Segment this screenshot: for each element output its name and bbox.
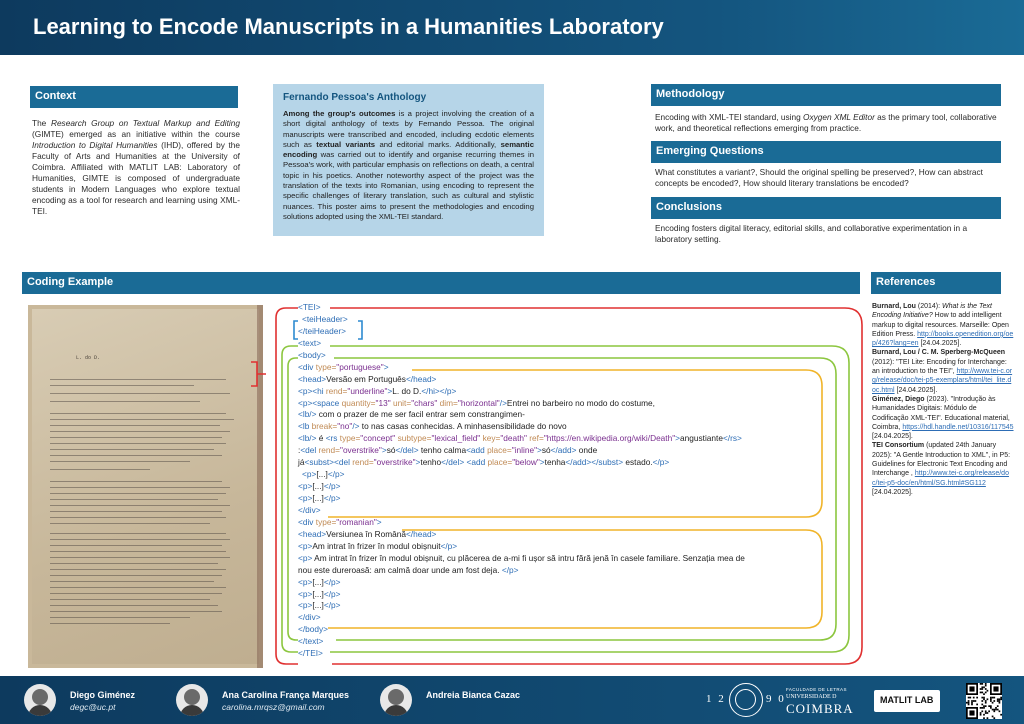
reference-title: What is the Text Encoding Initiative? <box>872 303 992 320</box>
manuscript-line <box>50 443 226 444</box>
code-token: > <box>383 361 389 372</box>
code-token: <p> <box>298 493 313 503</box>
code-token: é <box>316 433 326 444</box>
code-token: rend= <box>352 457 374 468</box>
code-token: > <box>537 445 542 456</box>
manuscript-line <box>50 557 230 558</box>
code-line <box>298 421 858 433</box>
code-token: > <box>415 457 421 468</box>
code-token: <div <box>298 516 316 527</box>
code-token: com o prazer de me ser facil entrar sem constrangimen- <box>316 409 525 420</box>
code-line <box>298 541 858 553</box>
anthology-box <box>273 84 544 236</box>
text-run: Introduction to Digital Humanities <box>32 140 158 150</box>
code-token: </TEI> <box>298 648 323 659</box>
code-token: <add <box>466 445 488 456</box>
reference-link[interactable]: http://books.openedition.org/oep/426?lang=en <box>872 330 1014 348</box>
code-token: Versão em Português <box>326 373 406 384</box>
code-token: [...] <box>312 600 324 611</box>
code-token: <lb <box>298 421 312 432</box>
code-token: place= <box>487 445 512 456</box>
uc-logo <box>706 683 852 717</box>
matlit-logo: MATLIT LAB <box>874 690 940 712</box>
code-token: <del <box>300 445 319 456</box>
reference-author: Giménez, Diego <box>872 395 925 403</box>
code-token: > <box>376 516 382 527</box>
code-token: <p> <box>298 576 313 587</box>
reference-item <box>872 302 1014 348</box>
uc-faculty: FACULDADE DE LETRAS <box>786 687 847 692</box>
code-line <box>298 374 858 386</box>
code-line <box>298 481 858 493</box>
author-name: Andreia Bianca Cazac <box>426 690 521 700</box>
code-token: "no" <box>337 421 353 432</box>
code-token: type= <box>315 516 337 527</box>
code-token: </hi></p> <box>421 385 457 396</box>
code-line <box>298 600 858 612</box>
code-token: <p> <box>298 481 313 492</box>
author-email: degc@uc.pt <box>70 702 116 712</box>
code-token: place= <box>487 457 513 468</box>
methodology-heading: Methodology <box>651 84 1001 106</box>
manuscript-line <box>50 605 218 606</box>
code-token: "https://en.wikipedia.org/wiki/Death" <box>543 433 676 444</box>
code-line <box>298 505 858 517</box>
code-token: key= <box>482 433 501 444</box>
reference-link[interactable]: https://hdl.handle.net/10316/117545 <box>902 423 1014 431</box>
code-token: L. do D. <box>392 385 422 396</box>
code-token: angustiante <box>680 433 723 444</box>
text-run: (IHD), offered by the Faculty of Arts and Humanities at the University of Coimbra. Affiliated with MATLIT LAB: Laboratory of Humanities, GIMTE is composed of undergraduate students in Modern Languages who explore textual encoding as a tool for research and learning using XML-TEI. <box>32 140 240 216</box>
code-token: <p> <box>298 588 313 599</box>
text-run: and editorial marks. Additionally, <box>375 139 501 149</box>
code-token: </head> <box>405 528 437 539</box>
code-token: [...] <box>316 469 328 480</box>
text-run: as the primary tool, collaborative work, and theoretical reflections emerging from practice. <box>655 112 997 133</box>
reference-item <box>872 441 1014 497</box>
code-token: "overstrike" <box>373 457 416 468</box>
code-token: </p> <box>327 469 345 480</box>
reference-author: Burnard, Lou <box>872 303 916 310</box>
manuscript-line <box>50 599 210 600</box>
reference-year: (2014): <box>915 303 943 310</box>
code-line <box>298 517 858 529</box>
code-token: tenho <box>420 457 442 468</box>
code-token: <text> <box>298 337 322 348</box>
code-token: [...] <box>312 588 324 599</box>
references-list <box>872 302 1014 497</box>
manuscript-line <box>50 575 222 576</box>
questions-heading: Emerging Questions <box>651 141 1001 163</box>
manuscript-line <box>50 431 230 432</box>
title-bar <box>0 0 1024 55</box>
manuscript-caption: L. do D. <box>76 355 101 361</box>
code-token: type= <box>339 433 361 444</box>
manuscript-line <box>50 551 226 552</box>
code-token: "concept" <box>360 433 398 444</box>
uc-year-right: 9 0 <box>766 693 786 705</box>
code-token: > <box>387 385 393 396</box>
code-token: tenha <box>544 457 566 468</box>
author-andreia <box>380 676 560 724</box>
reference-link[interactable]: http://www.tei-c.org/release/doc/tei-p5-exemplars/html/tei_lite.doc.html <box>872 368 1013 394</box>
manuscript-line <box>50 493 226 494</box>
manuscript-line <box>50 611 222 612</box>
code-line <box>298 469 858 481</box>
code-line <box>298 553 858 565</box>
reference-author: Burnard, Lou / C. M. Sperberg-McQueen <box>872 349 1006 357</box>
text-run: Research Group on Textual Markup and Editing <box>50 118 240 128</box>
reference-item <box>872 395 1014 441</box>
code-line <box>298 493 858 505</box>
code-token: > <box>675 433 681 444</box>
code-token: "13" <box>375 397 393 408</box>
code-token: nou este dureroasă: am calmă doar unde am fost deja. <box>298 564 502 575</box>
uc-year-left: 1 2 <box>706 693 726 705</box>
uc-seal-icon <box>729 683 763 717</box>
code-token: "inline" <box>511 445 538 456</box>
reference-item <box>872 348 1014 394</box>
code-token: </teiHeader> <box>298 325 346 336</box>
manuscript-line <box>50 581 214 582</box>
code-token: rend= <box>325 385 348 396</box>
anthology-text <box>283 109 534 222</box>
code-token: rend= <box>318 445 340 456</box>
code-token: estado. <box>623 457 653 468</box>
code-line <box>298 362 858 374</box>
code-token: <rs <box>325 433 340 444</box>
code-token: /> <box>499 397 507 408</box>
author-ana <box>176 676 376 724</box>
manuscript-line <box>50 469 150 470</box>
code-token: > <box>381 445 387 456</box>
code-line <box>298 589 858 601</box>
questions-text: What constitutes a variant?, Should the original spelling be preserved?, How can abstract concepts be encoded?, How should literary translations be encoded? <box>655 167 983 188</box>
text-run: was carried out to identify and organise recurring themes in Pessoa's work, with particular emphasis on reflections on death, a central topic in his poetics. Another noteworthy aspect of the project was the translation of the texts into Romanian, using encoding to represent the specific challenges of literary translation, such as cultural and stylistic nuances. This poster aims to present the methodologies and encoding solutions adopted using the XML-TEI standard. <box>283 150 534 221</box>
conclusions-heading: Conclusions <box>651 197 1001 219</box>
manuscript-line <box>50 623 170 624</box>
uc-city: COIMBRA <box>786 701 854 716</box>
code-token: </p> <box>323 493 341 503</box>
manuscript-line <box>50 437 222 438</box>
code-token: : <box>298 445 301 456</box>
manuscript-line <box>50 517 226 518</box>
code-token: <div <box>298 361 316 372</box>
code-line <box>298 565 858 577</box>
manuscript-line <box>50 413 226 414</box>
code-token: </head> <box>405 373 437 384</box>
code-token: /> <box>352 421 360 432</box>
code-token: "chars" <box>411 397 440 408</box>
reference-year: (2023). <box>924 395 951 403</box>
uc-university: UNIVERSIDADE D <box>786 694 837 700</box>
code-token: <p> <box>298 600 313 611</box>
code-token: "lexical_field" <box>431 433 483 444</box>
footer <box>0 676 1024 724</box>
manuscript-line <box>50 487 230 488</box>
code-line <box>298 302 858 314</box>
code-token: </p> <box>323 588 341 599</box>
code-line <box>298 433 858 445</box>
code-token: </p> <box>652 457 670 468</box>
code-line <box>298 648 858 660</box>
manuscript-line <box>50 401 200 402</box>
code-line <box>298 529 858 541</box>
manuscript-line <box>50 393 230 394</box>
manuscript-line <box>50 461 190 462</box>
code-line <box>298 577 858 589</box>
code-token: só <box>541 445 551 456</box>
code-token: </p> <box>440 540 458 551</box>
author-name: Ana Carolina França Marques <box>222 690 350 700</box>
code-token: só <box>386 445 396 456</box>
code-token: [...] <box>312 493 324 503</box>
code-token: unit= <box>392 397 412 408</box>
code-token: </div> <box>298 504 321 515</box>
manuscript-line <box>50 379 226 380</box>
manuscript-edge <box>257 305 263 668</box>
code-token: <p> <box>302 469 317 480</box>
reference-year: (2012): <box>872 358 897 366</box>
reference-detail: "TEI Lite: Encoding for Interchange: an introduction to the TEI", <box>872 358 1007 376</box>
context-heading: Context <box>30 86 238 108</box>
code-line <box>298 398 858 410</box>
manuscript-line <box>50 523 210 524</box>
avatar <box>380 684 412 716</box>
author-diego <box>24 676 184 724</box>
manuscript-page <box>32 309 259 664</box>
avatar <box>24 684 56 716</box>
anthology-heading: Fernando Pessoa's Anthology <box>283 92 427 103</box>
code-token: </body> <box>298 624 328 635</box>
code-line <box>298 624 858 636</box>
manuscript-line <box>50 499 218 500</box>
reference-author: TEI Consortium <box>872 442 925 450</box>
code-token: "portuguese" <box>336 361 384 372</box>
author-name: Diego Giménez <box>70 690 136 700</box>
reference-date: [24.04.2025]. <box>894 386 938 394</box>
reference-date: [24.04.2025]. <box>918 340 962 348</box>
code-token: </p> <box>323 576 341 587</box>
reference-year: (updated 24th January 2025): <box>872 442 997 459</box>
manuscript-line <box>50 455 222 456</box>
code-token: to nas casas conhecidas. A minhasensibilidade do novo <box>359 421 567 432</box>
code-token: tenho calma <box>418 445 467 456</box>
code-token: ref= <box>529 433 544 444</box>
qr-code-icon <box>966 683 1002 719</box>
code-token: "below" <box>512 457 540 468</box>
code-line <box>298 636 858 648</box>
references-heading: References <box>871 272 1001 294</box>
poster-title: Learning to Encode Manuscripts in a Humanities Laboratory <box>33 14 664 39</box>
code-line <box>298 386 858 398</box>
reference-date: [24.04.2025]. <box>872 488 913 496</box>
manuscript-line <box>50 505 230 506</box>
code-token: </div> <box>298 612 321 623</box>
code-token: [...] <box>312 576 324 587</box>
text-run: (GIMTE) emerged as an initiative within the course <box>32 129 240 139</box>
code-token: já <box>298 457 305 468</box>
code-token: "romanian" <box>336 516 377 527</box>
code-token: "underline" <box>347 385 388 396</box>
code-token: </add> <box>550 445 577 456</box>
reference-detail: How to add intelligent markup to digital resources. Marseille: Open Edition Press. <box>872 312 1009 338</box>
manuscript-line <box>50 617 190 618</box>
reference-detail: "A Gentle Introduction to XML", in P5: Guidelines for Electronic Text Encoding and Interchange , <box>872 451 1011 478</box>
code-token: <head> <box>298 373 327 384</box>
manuscript-scan <box>28 305 263 668</box>
code-token: quantity= <box>341 397 376 408</box>
code-token: [...] <box>312 481 324 492</box>
manuscript-line <box>50 569 226 570</box>
coding-example-heading: Coding Example <box>22 272 860 294</box>
code-line <box>298 445 858 457</box>
reference-link[interactable]: http://www.tei-c.org/release/doc/tei-p5-doc/en/html/SG.html#SG112 <box>872 470 1009 487</box>
code-token: Versiunea în Română <box>326 528 406 539</box>
code-token: Entrei no barbeiro no modo do costume, <box>506 397 655 408</box>
text-run: semantic encoding <box>283 139 534 160</box>
code-line <box>298 409 858 421</box>
text-run: Among the group's outcomes <box>283 109 396 118</box>
code-token: dim= <box>439 397 458 408</box>
code-line <box>298 612 858 624</box>
manuscript-line <box>50 511 222 512</box>
code-token: <lb/> <box>298 409 317 420</box>
code-token: <p> <box>298 552 313 563</box>
code-token: onde <box>576 445 598 456</box>
code-token: "death" <box>500 433 530 444</box>
text-run: Encoding with XML-TEI standard, using <box>655 112 804 122</box>
conclusions-text: Encoding fosters digital literacy, editorial skills, and collaborative experimentation in a laboratory setting. <box>655 223 968 244</box>
manuscript-line <box>50 545 222 546</box>
manuscript-line <box>50 419 234 420</box>
code-token: </add></subst> <box>565 457 624 468</box>
code-token: type= <box>315 361 337 372</box>
code-token: </del> <add <box>441 457 488 468</box>
code-listing <box>298 302 858 660</box>
code-line <box>298 350 858 362</box>
code-token: <teiHeader> <box>302 313 348 324</box>
manuscript-line <box>50 425 220 426</box>
text-run: is a project involving the creation of a short digital anthology of texts by Fernando Pessoa. The original manuscripts were transcribed and encoded, including ecdotic elements such as <box>283 109 534 149</box>
code-token: <p> <box>298 540 313 551</box>
code-token: </p> <box>501 564 519 575</box>
reference-detail: "Introdução às Humanidades Digitais: Módulo de Codificação XML-TEI". Educational material, Coimbra, <box>872 395 1010 431</box>
manuscript-line <box>50 533 226 534</box>
code-token: Am intrat în frizer în modul obișnuit, cu plăcerea de a-mi fi ușor să intru fără jenă în casele familiare. Senzația mea de <box>312 552 745 563</box>
code-token: subtype= <box>397 433 432 444</box>
avatar <box>176 684 208 716</box>
code-token: </p> <box>323 600 341 611</box>
manuscript-line <box>50 593 222 594</box>
manuscript-line <box>50 449 214 450</box>
code-line <box>298 314 858 326</box>
code-token: <TEI> <box>298 302 321 312</box>
code-line <box>298 326 858 338</box>
code-token: </text> <box>298 636 324 647</box>
code-line <box>298 457 858 469</box>
author-email: carolina.mrqsz@gmail.com <box>222 702 325 712</box>
code-token: break= <box>311 421 338 432</box>
manuscript-line <box>50 563 218 564</box>
manuscript-line <box>50 587 226 588</box>
code-token: > <box>539 457 545 468</box>
code-line <box>298 338 858 350</box>
text-run: The <box>32 118 51 128</box>
code-token: Am intrat în frizer în modul obișnuit <box>312 540 441 551</box>
code-token: <subst><del <box>304 457 353 468</box>
methodology-text <box>655 112 1000 134</box>
code-token: <body> <box>298 349 326 360</box>
reference-date: [24.04.2025]. <box>872 433 913 441</box>
code-token: "overstrike" <box>340 445 382 456</box>
text-run: Oxygen XML Editor <box>803 112 875 122</box>
text-run: textual variants <box>316 139 376 149</box>
code-token: </rs> <box>722 433 742 444</box>
code-token: <p><hi <box>298 385 326 396</box>
code-token: <head> <box>298 528 327 539</box>
manuscript-line <box>50 481 222 482</box>
context-text <box>32 118 240 217</box>
code-token: <lb/> <box>298 433 317 444</box>
manuscript-line <box>50 385 194 386</box>
manuscript-line <box>50 539 230 540</box>
code-token: "horizontal" <box>457 397 500 408</box>
code-token: </del> <box>395 445 419 456</box>
code-token: </p> <box>323 481 341 492</box>
code-token: <p><space <box>298 397 342 408</box>
